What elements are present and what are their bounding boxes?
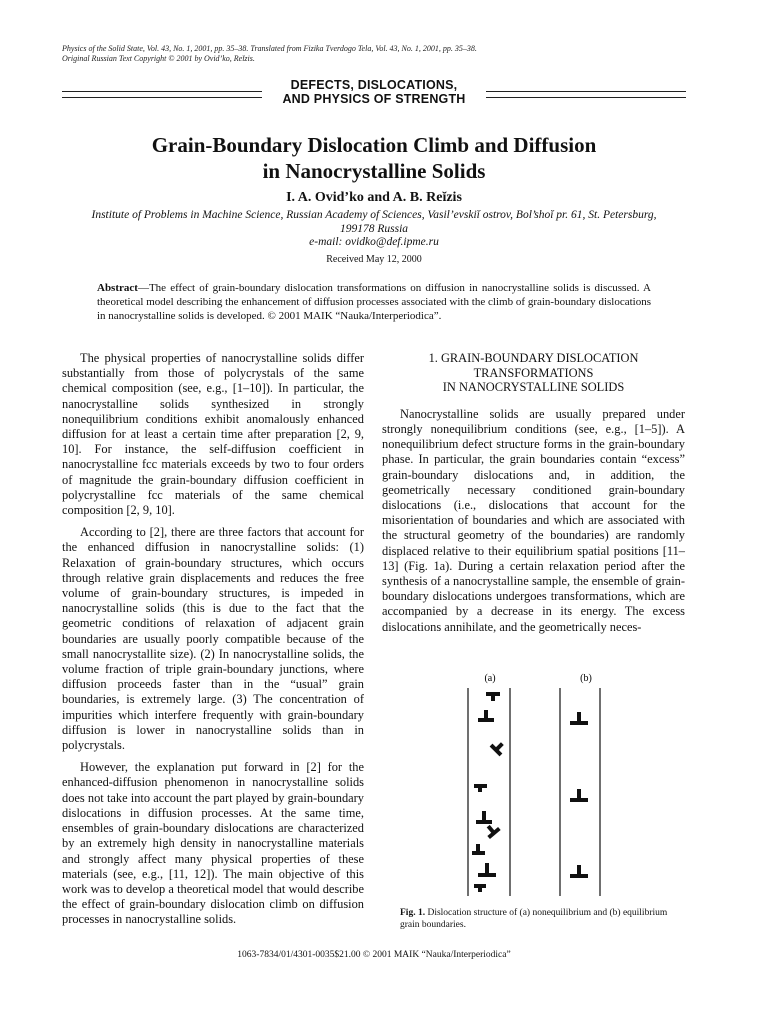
dislocation-symbol (577, 865, 581, 875)
section-1-title-line-2: TRANSFORMATIONS (473, 365, 594, 380)
left-column (62, 351, 364, 928)
paper-title-line-1: Grain-Boundary Dislocation Climb and Diffusion (151, 133, 597, 157)
dislocation-symbol (485, 863, 489, 874)
heading-rule-left (62, 91, 262, 98)
figure-label-b: (b) (580, 673, 592, 684)
section-1-title (382, 351, 685, 395)
received-date: Received May 12, 2000 (326, 254, 422, 265)
dislocation-symbol (490, 739, 508, 757)
dislocation-symbols-a (472, 692, 507, 892)
abstract (97, 281, 651, 323)
dislocation-symbol (577, 712, 581, 722)
dislocation-symbol (483, 822, 501, 839)
paragraph: According to [2], there are three factors that account for the enhanced diffusion in nanocrystalline solids: (1) Relaxation of grain-boundary structures, which occurs through relative grain displacements and reduces the free volume of grain-boundary structures, is impeded in nanocrystalline solids (this is due to the fact that the geometric conditions of relaxation of adjacent grain boundaries are usually poorly compatible because of the small nanocrystallite size). (2) In nanocrystalline solids, the volume fraction of triple grain-boundary junctions, where diffusion proceeds faster than in the “usual” grain boundaries, is extremely large. (3) The concentration of impurities which interfere frequently with grain-boundary diffusion is lower in nanocrystalline solids than in polycrystals. (62, 525, 364, 753)
section-heading-line-2: AND PHYSICS OF STRENGTH (282, 92, 466, 106)
figure-caption (400, 907, 685, 931)
section-1-title-line-1: 1. GRAIN-BOUNDARY DISLOCATION (428, 351, 639, 365)
dislocation-symbol (491, 692, 495, 701)
affiliation-line-1: Institute of Problems in Machine Science, Russian Academy of Sciences, Vasil’evskiĭ ostrov, Bol’shoĭ pr. 61, St. Petersburg, (91, 209, 657, 221)
abstract-text: —The effect of grain-boundary dislocation transformations on diffusion in nanocrystalline solids is discussed. A theoretical model describing the enhancement of diffusion processes associated with the climb of grain-boundary dislocations in nanocrystalline solids is developed. © 2001 MAIK “Nauka/Interperiodica”. (97, 282, 651, 322)
section-heading-text (262, 78, 486, 106)
journal-header-line-2: Original Russian Text Copyright © 2001 by Ovid’ko, Reĭzis. (62, 54, 255, 63)
figure-label-a: (a) (484, 673, 496, 684)
dislocation-symbol (482, 811, 486, 821)
page-footer: 1063-7834/01/4301-0035$21.00 © 2001 MAIK “Nauka/Interperiodica” (237, 950, 511, 960)
dislocation-symbol (478, 884, 482, 892)
dislocation-symbol (577, 789, 581, 799)
dislocation-symbols-b (570, 712, 588, 878)
heading-rule-right (486, 91, 686, 98)
paper-title-line-2: in Nanocrystalline Solids (262, 159, 486, 183)
dislocation-symbol (478, 784, 482, 792)
affiliation (62, 209, 686, 250)
paragraph: Nanocrystalline solids are usually prepared under strongly nonequilibrium conditions (see, e.g., [1–5]). A nonequilibrium defect structure forms in the grain-boundary phase. In particular, the grain boundaries contain “excess” grain-boundary dislocations and, in addition, the geometrically necessary conditioned grain-boundary dislocations (i.e., dislocations that account for the misorientation of boundaries and which are associated with the structural geometry of the boundaries) are randomly displaced relative to their equilibrium spatial positions [11–13] (Fig. 1a). During a certain relaxation period after the synthesis of a nanocrystalline sample, the ensemble of grain-boundary dislocations undergoes transformations, which are accompanied by a decrease in its energy. The excess dislocations annihilate, and the geometrically neces- (382, 406, 685, 634)
journal-header-line-1: Physics of the Solid State, Vol. 43, No. 1, 2001, pp. 35–38. Translated from Fizika Tverdogo Tela, Vol. 43, No. 1, 2001, pp. 35–38. (62, 44, 477, 53)
figure-caption-text: Dislocation structure of (a) nonequilibrium and (b) equilibrium grain boundaries. (400, 908, 668, 930)
section-heading-line-1: DEFECTS, DISLOCATIONS, (290, 78, 458, 92)
right-column (382, 351, 685, 635)
authors: I. A. Ovid’ko and A. B. Reĭzis (286, 190, 462, 205)
figure-caption-label: Fig. 1. (400, 908, 426, 918)
author-email: e-mail: ovidko@def.ipme.ru (309, 236, 439, 248)
dislocation-symbol (484, 710, 488, 719)
figure-1 (460, 668, 620, 900)
dislocation-symbol (476, 844, 480, 852)
journal-header (62, 44, 702, 64)
affiliation-line-2: 199178 Russia (339, 222, 409, 235)
paper-title (62, 132, 686, 184)
paragraph: The physical properties of nanocrystalline solids differ substantially from those of polycrystals of the same chemical composition (see, e.g., [1–10]). In particular, the nanocrystalline solids synthesized in strongly nonequilibrium conditions exhibit anomalously enhanced diffusion for at least a certain time after preparation [2, 9, 10]. For instance, the self-diffusion coefficient in nanocrystalline fcc materials exceeds by two to four orders of magnitude the grain-boundary diffusion coefficient in polycrystalline fcc materials of the same chemical composition [2, 9, 10]. (62, 351, 364, 518)
section-heading (62, 78, 686, 110)
section-1-title-line-3: IN NANOCRYSTALLINE SOLIDS (442, 380, 625, 395)
paragraph: However, the explanation put forward in [2] for the enhanced-diffusion phenomenon in nanocrystalline solids does not take into account the part played by grain-boundary dislocations in diffusion processes. At the same time, ensembles of grain-boundary dislocations are characterized by an extremely high density in nanocrystalline materials and strongly affect many physical properties of these materials (see, e.g., [11, 12]). The main objective of this work was to develop a theoretical model that would describe the effect of grain-boundary dislocation climb on diffusion processes in nanocrystalline solids. (62, 760, 364, 927)
abstract-label: Abstract (97, 282, 138, 294)
